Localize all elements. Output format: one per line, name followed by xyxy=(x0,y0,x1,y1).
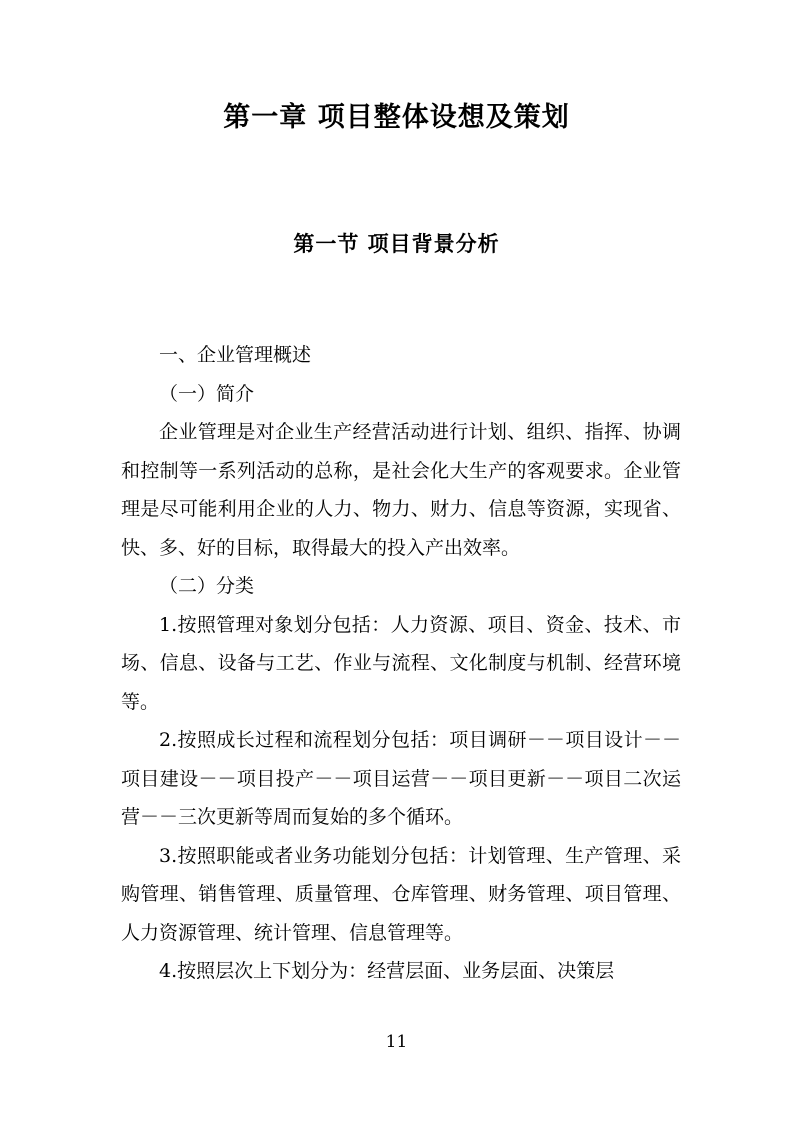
paragraph-classification-1: 1.按照管理对象划分包括：人力资源、项目、资金、技术、市场、信息、设备与工艺、作业与流程、文化制度与机制、经营环境等。 xyxy=(121,613,681,713)
subheading-introduction: （一）简介 xyxy=(159,382,255,405)
paragraph-classification-4: 4.按照层次上下划分为：经营层面、业务层面、决策层 xyxy=(159,960,615,982)
chapter-title: 第一章 项目整体设想及策划 xyxy=(223,102,570,133)
paragraph-introduction: 企业管理是对企业生产经营活动进行计划、组织、指挥、协调和控制等一系列活动的总称，是社会化大生产的客观要求。企业管理是尽可能利用企业的人力、物力、财力、信息等资源，实现省、快、多、好的目标，取得最大的投入产出效率。 xyxy=(121,421,681,559)
body-text xyxy=(121,336,681,991)
heading-enterprise-management-overview: 一、企业管理概述 xyxy=(159,344,312,366)
paragraph-classification-2: 2.按照成长过程和流程划分包括：项目调研－－项目设计－－项目建设－－项目投产－－项目运营－－项目更新－－项目二次运营－－三次更新等周而复始的多个循环。 xyxy=(121,729,681,828)
page-number: 11 xyxy=(385,1032,408,1052)
subheading-classification: （二）分类 xyxy=(159,575,255,597)
paragraph-classification-3: 3.按照职能或者业务功能划分包括：计划管理、生产管理、采购管理、销售管理、质量管理、仓库管理、财务管理、项目管理、人力资源管理、统计管理、信息管理等。 xyxy=(121,844,681,944)
section-title: 第一节 项目背景分析 xyxy=(293,232,500,256)
